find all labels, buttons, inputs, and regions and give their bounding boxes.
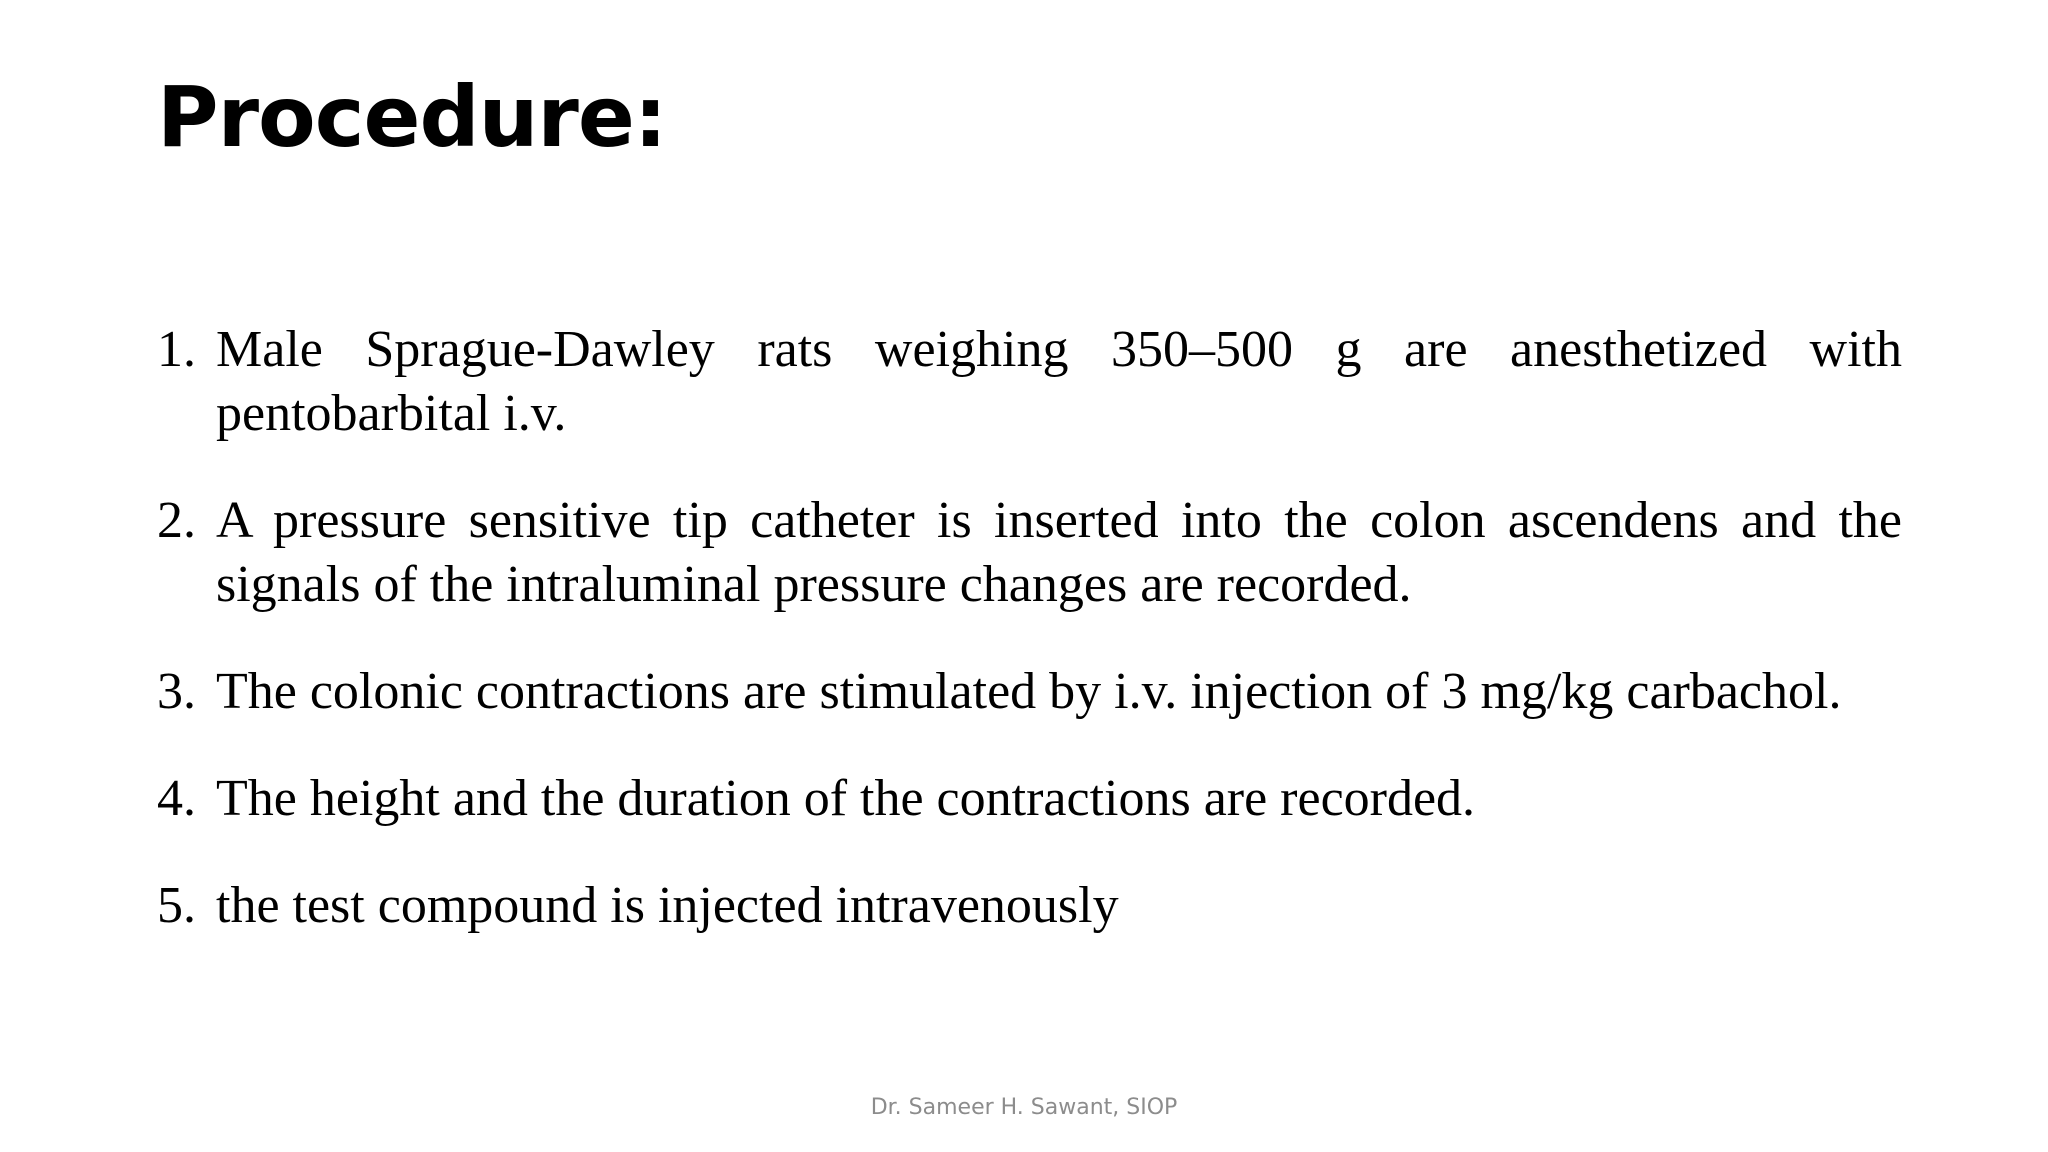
step-number: 4. (157, 770, 196, 827)
procedure-step-4 (157, 767, 1902, 831)
step-number: 3. (157, 663, 196, 720)
slide-title: Procedure: (157, 68, 667, 166)
step-text: the test compound is injected intravenously (216, 877, 1119, 934)
procedure-step-1 (157, 318, 1902, 446)
procedure-step-5 (157, 874, 1902, 938)
procedure-step-3 (157, 660, 1902, 724)
step-number: 2. (157, 492, 196, 549)
procedure-steps-list (157, 318, 1902, 981)
procedure-step-2 (157, 489, 1902, 617)
slide-footer: Dr. Sameer H. Sawant, SIOP (870, 1095, 1178, 1120)
step-text: The colonic contractions are stimulated by i.v. injection of 3 mg/kg carbachol. (216, 663, 1842, 720)
step-text: A pressure sensitive tip catheter is inserted into the colon ascendens and the signals of the intraluminal pressure changes are recorded. (216, 492, 1902, 613)
step-text: Male Sprague-Dawley rats weighing 350–500 g are anesthetized with pentobarbital i.v. (216, 321, 1902, 442)
step-number: 5. (157, 877, 196, 934)
step-number: 1. (157, 321, 196, 378)
step-text: The height and the duration of the contractions are recorded. (216, 770, 1476, 827)
